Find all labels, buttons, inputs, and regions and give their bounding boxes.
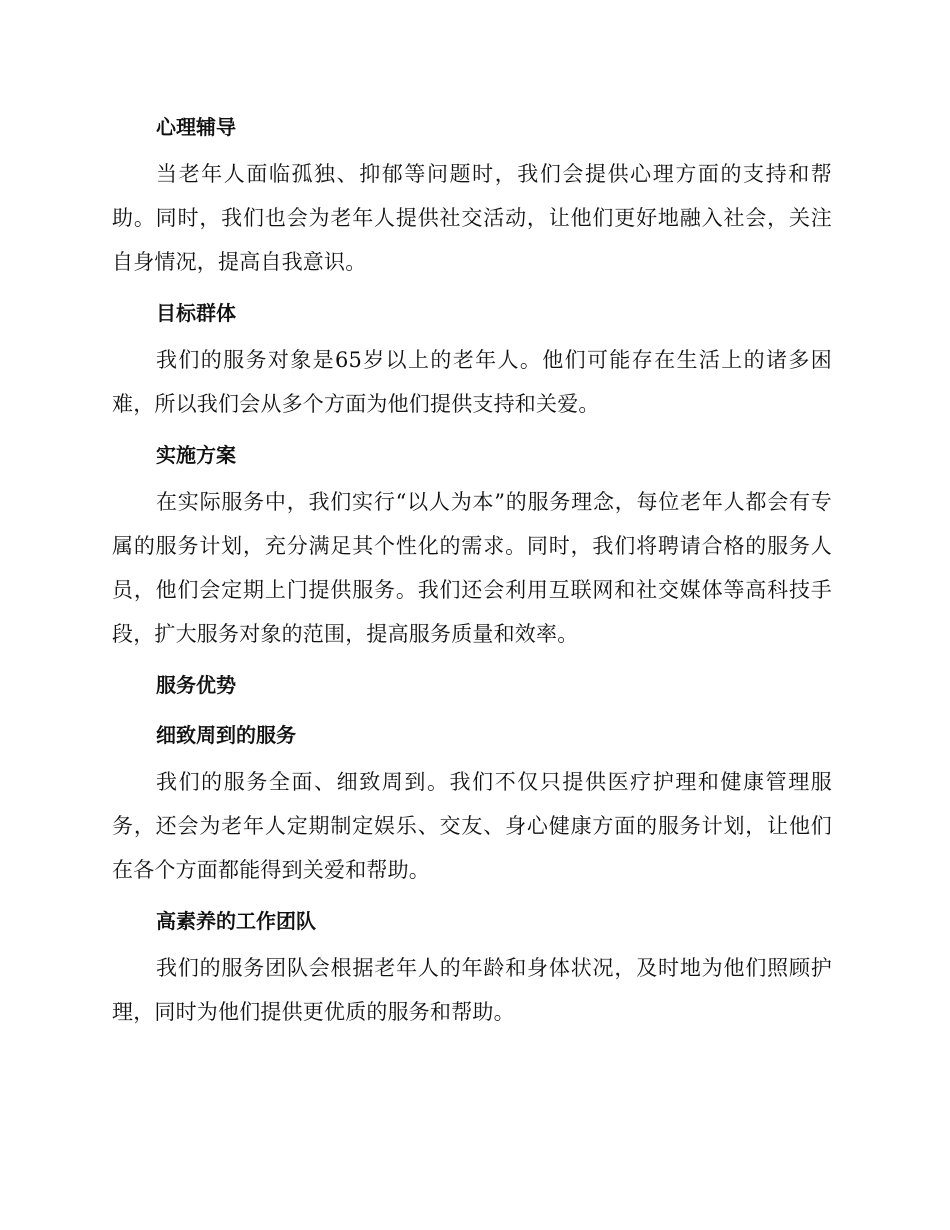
paragraph-professional-team: 我们的服务团队会根据老年人的年龄和身体状况，及时地为他们照顾护理，同时为他们提供更优质的服务和帮助。: [112, 956, 832, 1024]
heading-professional-team: 高素养的工作团队: [156, 909, 316, 933]
heading-target-group: 目标群体: [156, 301, 236, 325]
heading-psychological-counseling: 心理辅导: [156, 115, 236, 139]
paragraph-thoughtful-service: 我们的服务全面、细致周到。我们不仅只提供医疗护理和健康管理服务，还会为老年人定期制定娱乐、交友、身心健康方面的服务计划，让他们在各个方面都能得到关爱和帮助。: [112, 770, 832, 882]
paragraph-psychological-counseling: 当老年人面临孤独、抑郁等问题时，我们会提供心理方面的支持和帮助。同时，我们也会为老年人提供社交活动，让他们更好地融入社会，关注自身情况，提高自我意识。: [112, 162, 832, 274]
paragraph-target-group: 我们的服务对象是65岁以上的老年人。他们可能存在生活上的诸多困难，所以我们会从多个方面为他们提供支持和关爱。: [112, 348, 832, 416]
heading-service-advantages: 服务优势: [156, 673, 236, 697]
heading-implementation-plan: 实施方案: [156, 443, 236, 467]
heading-thoughtful-service: 细致周到的服务: [156, 723, 296, 747]
paragraph-implementation-plan: 在实际服务中，我们实行“以人为本”的服务理念，每位老年人都会有专属的服务计划，充分满足其个性化的需求。同时，我们将聘请合格的服务人员，他们会定期上门提供服务。我们还会利用互联网和社交媒体等高科技手段，扩大服务对象的范围，提高服务质量和效率。: [112, 490, 832, 646]
document-body: [112, 102, 832, 1034]
